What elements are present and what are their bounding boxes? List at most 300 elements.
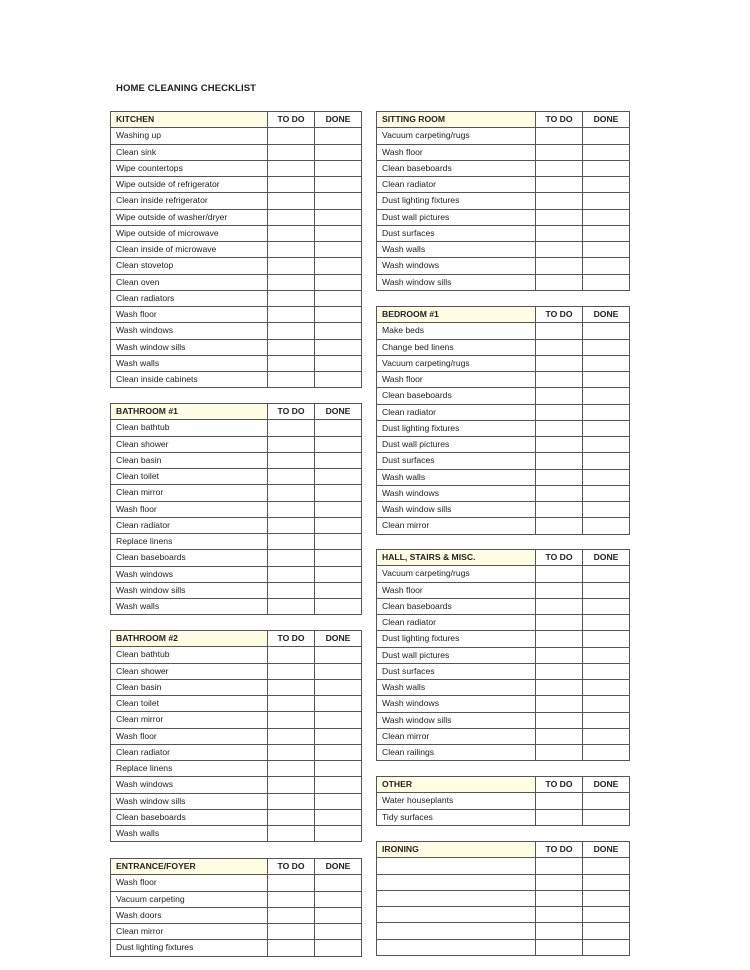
done-checkbox-cell[interactable] — [315, 566, 362, 582]
task-label: Wash walls — [377, 680, 536, 696]
todo-checkbox-cell[interactable] — [268, 339, 315, 355]
done-checkbox-cell[interactable] — [583, 874, 630, 890]
checklist-row — [111, 550, 362, 566]
section-title: KITCHEN — [111, 112, 268, 128]
done-checkbox-cell[interactable] — [583, 177, 630, 193]
checklist-row — [111, 258, 362, 274]
checklist-row — [111, 274, 362, 290]
todo-checkbox-cell[interactable] — [536, 160, 583, 176]
section-title: HALL, STAIRS & MISC. — [377, 550, 536, 566]
done-checkbox-cell[interactable] — [315, 728, 362, 744]
checklist-row — [111, 728, 362, 744]
todo-checkbox-cell[interactable] — [536, 939, 583, 955]
done-checkbox-cell[interactable] — [583, 890, 630, 906]
done-checkbox-cell[interactable] — [583, 582, 630, 598]
todo-checkbox-cell[interactable] — [268, 452, 315, 468]
task-label: Wash walls — [111, 355, 268, 371]
done-checkbox-cell[interactable] — [315, 323, 362, 339]
task-label: Wash floor — [111, 501, 268, 517]
done-checkbox-cell[interactable] — [583, 907, 630, 923]
done-checkbox-cell[interactable] — [315, 940, 362, 956]
task-label: Wash windows — [111, 777, 268, 793]
done-checkbox-cell[interactable] — [583, 923, 630, 939]
task-label: Replace linens — [111, 761, 268, 777]
todo-checkbox-cell[interactable] — [536, 339, 583, 355]
task-label: Wash window sills — [111, 793, 268, 809]
task-label: Dust wall pictures — [377, 437, 536, 453]
checklist-row — [377, 939, 630, 955]
todo-checkbox-cell[interactable] — [268, 907, 315, 923]
task-label: Wash walls — [377, 242, 536, 258]
checklist-row — [377, 258, 630, 274]
done-checkbox-cell[interactable] — [315, 420, 362, 436]
todo-checkbox-cell[interactable] — [268, 582, 315, 598]
done-checkbox-cell[interactable] — [583, 372, 630, 388]
done-checkbox-cell[interactable] — [583, 420, 630, 436]
done-checkbox-cell[interactable] — [315, 891, 362, 907]
checklist-row — [377, 242, 630, 258]
checklist-row — [111, 469, 362, 485]
todo-checkbox-cell[interactable] — [268, 924, 315, 940]
section-title: SITTING ROOM — [377, 112, 536, 128]
todo-checkbox-cell[interactable] — [268, 420, 315, 436]
checklist-row — [111, 712, 362, 728]
checklist-row — [377, 453, 630, 469]
todo-checkbox-cell[interactable] — [536, 225, 583, 241]
done-checkbox-cell[interactable] — [583, 209, 630, 225]
checklist-row — [377, 372, 630, 388]
todo-checkbox-cell[interactable] — [536, 274, 583, 290]
task-label: Wash floor — [111, 728, 268, 744]
todo-checkbox-cell[interactable] — [268, 809, 315, 825]
done-checkbox-cell[interactable] — [583, 663, 630, 679]
todo-checkbox-cell[interactable] — [536, 518, 583, 534]
bedroom-1-table — [376, 306, 630, 535]
task-label: Clean toilet — [111, 469, 268, 485]
task-label: Clean inside of microwave — [111, 242, 268, 258]
todo-checkbox-cell[interactable] — [268, 517, 315, 533]
done-checkbox-cell[interactable] — [583, 355, 630, 371]
done-checkbox-cell[interactable] — [315, 599, 362, 615]
done-checkbox-cell[interactable] — [315, 258, 362, 274]
todo-checkbox-cell[interactable] — [268, 242, 315, 258]
kitchen-table — [110, 111, 362, 388]
checklist-row — [377, 663, 630, 679]
checklist-row — [111, 144, 362, 160]
todo-checkbox-cell[interactable] — [268, 501, 315, 517]
todo-checkbox-cell[interactable] — [268, 826, 315, 842]
todo-checkbox-cell[interactable] — [268, 777, 315, 793]
done-checkbox-cell[interactable] — [315, 924, 362, 940]
task-label[interactable] — [377, 890, 536, 906]
todo-checkbox-cell[interactable] — [268, 891, 315, 907]
todo-checkbox-cell[interactable] — [536, 680, 583, 696]
bathroom-2-table — [110, 630, 362, 842]
section-header — [377, 112, 630, 128]
done-checkbox-cell[interactable] — [583, 745, 630, 761]
done-checkbox-cell[interactable] — [315, 663, 362, 679]
todo-checkbox-cell[interactable] — [268, 469, 315, 485]
todo-checkbox-cell[interactable] — [268, 307, 315, 323]
task-label: Wipe outside of microwave — [111, 225, 268, 241]
todo-column-header: TO DO — [536, 112, 583, 128]
done-column-header: DONE — [315, 859, 362, 875]
entrance-foyer-table — [110, 858, 362, 957]
done-checkbox-cell[interactable] — [583, 242, 630, 258]
checklist-row — [377, 890, 630, 906]
done-checkbox-cell[interactable] — [315, 647, 362, 663]
done-column-header: DONE — [315, 404, 362, 420]
checklist-row — [377, 582, 630, 598]
done-checkbox-cell[interactable] — [583, 566, 630, 582]
checklist-row — [111, 891, 362, 907]
task-label: Dust surfaces — [377, 453, 536, 469]
todo-checkbox-cell[interactable] — [536, 437, 583, 453]
done-checkbox-cell[interactable] — [315, 436, 362, 452]
todo-checkbox-cell[interactable] — [268, 193, 315, 209]
done-checkbox-cell[interactable] — [583, 437, 630, 453]
done-checkbox-cell[interactable] — [315, 160, 362, 176]
todo-checkbox-cell[interactable] — [536, 485, 583, 501]
task-label: Wash windows — [377, 485, 536, 501]
todo-checkbox-cell[interactable] — [536, 712, 583, 728]
task-label: Wash window sills — [111, 582, 268, 598]
task-label: Clean baseboards — [377, 598, 536, 614]
todo-checkbox-cell[interactable] — [268, 679, 315, 695]
done-column-header: DONE — [583, 550, 630, 566]
todo-checkbox-cell[interactable] — [536, 242, 583, 258]
todo-checkbox-cell[interactable] — [268, 647, 315, 663]
section-header — [377, 550, 630, 566]
todo-checkbox-cell[interactable] — [536, 388, 583, 404]
checklist-row — [377, 631, 630, 647]
todo-checkbox-cell[interactable] — [536, 890, 583, 906]
done-checkbox-cell[interactable] — [315, 469, 362, 485]
done-checkbox-cell[interactable] — [315, 534, 362, 550]
task-label[interactable] — [377, 874, 536, 890]
todo-checkbox-cell[interactable] — [268, 566, 315, 582]
todo-checkbox-cell[interactable] — [268, 485, 315, 501]
todo-checkbox-cell[interactable] — [268, 793, 315, 809]
todo-checkbox-cell[interactable] — [268, 940, 315, 956]
todo-checkbox-cell[interactable] — [536, 502, 583, 518]
checklist-row — [111, 193, 362, 209]
section-title: ENTRANCE/FOYER — [111, 859, 268, 875]
done-checkbox-cell[interactable] — [315, 907, 362, 923]
done-column-header: DONE — [583, 842, 630, 858]
task-label: Wash windows — [111, 566, 268, 582]
todo-checkbox-cell[interactable] — [268, 225, 315, 241]
done-checkbox-cell[interactable] — [583, 404, 630, 420]
section-header — [377, 842, 630, 858]
done-checkbox-cell[interactable] — [315, 875, 362, 891]
todo-checkbox-cell[interactable] — [536, 663, 583, 679]
todo-checkbox-cell[interactable] — [536, 144, 583, 160]
done-checkbox-cell[interactable] — [315, 517, 362, 533]
todo-checkbox-cell[interactable] — [536, 615, 583, 631]
todo-checkbox-cell[interactable] — [536, 923, 583, 939]
checklist-row — [377, 712, 630, 728]
done-checkbox-cell[interactable] — [315, 582, 362, 598]
done-checkbox-cell[interactable] — [583, 680, 630, 696]
checklist-row — [377, 339, 630, 355]
section-header — [111, 859, 362, 875]
done-checkbox-cell[interactable] — [583, 160, 630, 176]
done-checkbox-cell[interactable] — [583, 518, 630, 534]
done-checkbox-cell[interactable] — [583, 712, 630, 728]
todo-checkbox-cell[interactable] — [536, 631, 583, 647]
task-label: Clean radiator — [111, 517, 268, 533]
todo-checkbox-cell[interactable] — [268, 534, 315, 550]
todo-column-header: TO DO — [536, 550, 583, 566]
checklist-row — [111, 452, 362, 468]
done-checkbox-cell[interactable] — [583, 258, 630, 274]
task-label: Clean baseboards — [111, 809, 268, 825]
task-label: Wash walls — [377, 469, 536, 485]
done-checkbox-cell[interactable] — [315, 501, 362, 517]
todo-checkbox-cell[interactable] — [268, 663, 315, 679]
done-checkbox-cell[interactable] — [315, 679, 362, 695]
todo-checkbox-cell[interactable] — [536, 372, 583, 388]
done-checkbox-cell[interactable] — [583, 193, 630, 209]
todo-checkbox-cell[interactable] — [268, 599, 315, 615]
task-label: Clean bathtub — [111, 647, 268, 663]
todo-checkbox-cell[interactable] — [536, 809, 583, 825]
todo-checkbox-cell[interactable] — [536, 258, 583, 274]
task-label: Clean mirror — [377, 518, 536, 534]
checklist-row — [111, 177, 362, 193]
done-checkbox-cell[interactable] — [583, 128, 630, 144]
todo-checkbox-cell[interactable] — [268, 712, 315, 728]
todo-checkbox-cell[interactable] — [536, 582, 583, 598]
task-label: Vacuum carpeting/rugs — [377, 355, 536, 371]
todo-checkbox-cell[interactable] — [268, 209, 315, 225]
task-label: Dust surfaces — [377, 225, 536, 241]
checklist-row — [111, 420, 362, 436]
checklist-row — [111, 777, 362, 793]
todo-checkbox-cell[interactable] — [536, 404, 583, 420]
checklist-row — [111, 679, 362, 695]
task-label: Vacuum carpeting/rugs — [377, 128, 536, 144]
done-checkbox-cell[interactable] — [315, 144, 362, 160]
todo-checkbox-cell[interactable] — [268, 372, 315, 388]
done-checkbox-cell[interactable] — [583, 469, 630, 485]
checklist-row — [111, 339, 362, 355]
todo-column-header: TO DO — [536, 777, 583, 793]
todo-checkbox-cell[interactable] — [536, 323, 583, 339]
done-checkbox-cell[interactable] — [583, 631, 630, 647]
done-checkbox-cell[interactable] — [583, 502, 630, 518]
done-checkbox-cell[interactable] — [315, 209, 362, 225]
task-label[interactable] — [377, 939, 536, 955]
checklist-row — [377, 128, 630, 144]
checklist-row — [377, 420, 630, 436]
todo-checkbox-cell[interactable] — [536, 566, 583, 582]
todo-column-header: TO DO — [536, 307, 583, 323]
todo-checkbox-cell[interactable] — [268, 274, 315, 290]
done-checkbox-cell[interactable] — [315, 744, 362, 760]
done-checkbox-cell[interactable] — [583, 858, 630, 874]
done-checkbox-cell[interactable] — [583, 453, 630, 469]
task-label: Wash floor — [111, 307, 268, 323]
done-checkbox-cell[interactable] — [315, 777, 362, 793]
task-label[interactable] — [377, 858, 536, 874]
checklist-row — [111, 793, 362, 809]
checklist-row — [111, 907, 362, 923]
todo-checkbox-cell[interactable] — [536, 728, 583, 744]
task-label: Clean shower — [111, 663, 268, 679]
todo-column-header: TO DO — [268, 631, 315, 647]
todo-checkbox-cell[interactable] — [536, 874, 583, 890]
done-checkbox-cell[interactable] — [583, 728, 630, 744]
todo-checkbox-cell[interactable] — [268, 144, 315, 160]
checklist-row — [111, 534, 362, 550]
checklist-row — [377, 615, 630, 631]
task-label: Clean radiator — [377, 615, 536, 631]
done-checkbox-cell[interactable] — [315, 193, 362, 209]
task-label: Wash floor — [377, 582, 536, 598]
done-checkbox-cell[interactable] — [315, 809, 362, 825]
todo-checkbox-cell[interactable] — [268, 696, 315, 712]
todo-checkbox-cell[interactable] — [268, 355, 315, 371]
todo-checkbox-cell[interactable] — [536, 128, 583, 144]
done-checkbox-cell[interactable] — [583, 144, 630, 160]
checklist-row — [377, 323, 630, 339]
checklist-row — [377, 388, 630, 404]
done-checkbox-cell[interactable] — [315, 242, 362, 258]
task-label: Vacuum carpeting — [111, 891, 268, 907]
todo-checkbox-cell[interactable] — [536, 209, 583, 225]
task-label: Wipe outside of refrigerator — [111, 177, 268, 193]
done-checkbox-cell[interactable] — [583, 647, 630, 663]
done-checkbox-cell[interactable] — [315, 372, 362, 388]
done-checkbox-cell[interactable] — [583, 225, 630, 241]
done-checkbox-cell[interactable] — [315, 452, 362, 468]
done-checkbox-cell[interactable] — [583, 809, 630, 825]
done-checkbox-cell[interactable] — [583, 274, 630, 290]
done-checkbox-cell[interactable] — [315, 793, 362, 809]
todo-checkbox-cell[interactable] — [268, 160, 315, 176]
checklist-row — [111, 582, 362, 598]
checklist-row — [377, 274, 630, 290]
section-header — [377, 777, 630, 793]
sitting-room-table — [376, 111, 630, 291]
done-checkbox-cell[interactable] — [583, 615, 630, 631]
checklist-row — [111, 924, 362, 940]
todo-checkbox-cell[interactable] — [268, 761, 315, 777]
task-label: Clean inside refrigerator — [111, 193, 268, 209]
task-label[interactable] — [377, 907, 536, 923]
task-label: Washing up — [111, 128, 268, 144]
todo-checkbox-cell[interactable] — [536, 177, 583, 193]
todo-checkbox-cell[interactable] — [536, 793, 583, 809]
checklist-row — [377, 566, 630, 582]
task-label: Wash window sills — [111, 339, 268, 355]
done-checkbox-cell[interactable] — [315, 355, 362, 371]
done-checkbox-cell[interactable] — [583, 485, 630, 501]
done-checkbox-cell[interactable] — [583, 339, 630, 355]
done-checkbox-cell[interactable] — [315, 696, 362, 712]
checklist-row — [377, 502, 630, 518]
todo-checkbox-cell[interactable] — [268, 258, 315, 274]
done-checkbox-cell[interactable] — [583, 323, 630, 339]
checklist-row — [377, 160, 630, 176]
done-checkbox-cell[interactable] — [315, 128, 362, 144]
todo-checkbox-cell[interactable] — [536, 469, 583, 485]
done-checkbox-cell[interactable] — [315, 290, 362, 306]
done-checkbox-cell[interactable] — [583, 793, 630, 809]
done-checkbox-cell[interactable] — [315, 177, 362, 193]
section-header — [111, 112, 362, 128]
todo-checkbox-cell[interactable] — [536, 598, 583, 614]
todo-checkbox-cell[interactable] — [536, 355, 583, 371]
done-checkbox-cell[interactable] — [315, 485, 362, 501]
checklist-row — [377, 225, 630, 241]
done-checkbox-cell[interactable] — [315, 550, 362, 566]
done-checkbox-cell[interactable] — [315, 307, 362, 323]
task-label: Wipe countertops — [111, 160, 268, 176]
todo-checkbox-cell[interactable] — [268, 128, 315, 144]
done-checkbox-cell[interactable] — [315, 339, 362, 355]
checklist-row — [111, 128, 362, 144]
bathroom-1-table — [110, 403, 362, 615]
checklist-row — [377, 437, 630, 453]
done-checkbox-cell[interactable] — [315, 761, 362, 777]
todo-checkbox-cell[interactable] — [268, 728, 315, 744]
todo-checkbox-cell[interactable] — [536, 696, 583, 712]
checklist-row — [111, 436, 362, 452]
checklist-row — [377, 809, 630, 825]
done-checkbox-cell[interactable] — [583, 696, 630, 712]
done-column-header: DONE — [583, 112, 630, 128]
done-checkbox-cell[interactable] — [583, 939, 630, 955]
todo-column-header: TO DO — [268, 404, 315, 420]
todo-checkbox-cell[interactable] — [268, 436, 315, 452]
checklist-row — [377, 193, 630, 209]
todo-checkbox-cell[interactable] — [268, 875, 315, 891]
task-label: Wash window sills — [377, 712, 536, 728]
checklist-row — [111, 744, 362, 760]
todo-checkbox-cell[interactable] — [536, 647, 583, 663]
done-column-header: DONE — [583, 307, 630, 323]
task-label: Clean mirror — [111, 924, 268, 940]
checklist-row — [111, 663, 362, 679]
checklist-row — [377, 209, 630, 225]
todo-checkbox-cell[interactable] — [536, 453, 583, 469]
done-checkbox-cell[interactable] — [583, 598, 630, 614]
task-label[interactable] — [377, 923, 536, 939]
todo-checkbox-cell[interactable] — [268, 550, 315, 566]
todo-checkbox-cell[interactable] — [536, 745, 583, 761]
todo-checkbox-cell[interactable] — [268, 290, 315, 306]
todo-checkbox-cell[interactable] — [536, 907, 583, 923]
section-title: IRONING — [377, 842, 536, 858]
todo-checkbox-cell[interactable] — [536, 858, 583, 874]
done-checkbox-cell[interactable] — [583, 388, 630, 404]
checklist-row — [111, 209, 362, 225]
done-checkbox-cell[interactable] — [315, 225, 362, 241]
checklist-row — [377, 793, 630, 809]
done-checkbox-cell[interactable] — [315, 274, 362, 290]
done-checkbox-cell[interactable] — [315, 826, 362, 842]
todo-checkbox-cell[interactable] — [268, 744, 315, 760]
todo-checkbox-cell[interactable] — [536, 193, 583, 209]
todo-checkbox-cell[interactable] — [268, 323, 315, 339]
done-checkbox-cell[interactable] — [315, 712, 362, 728]
todo-column-header: TO DO — [268, 859, 315, 875]
todo-checkbox-cell[interactable] — [268, 177, 315, 193]
todo-checkbox-cell[interactable] — [536, 420, 583, 436]
